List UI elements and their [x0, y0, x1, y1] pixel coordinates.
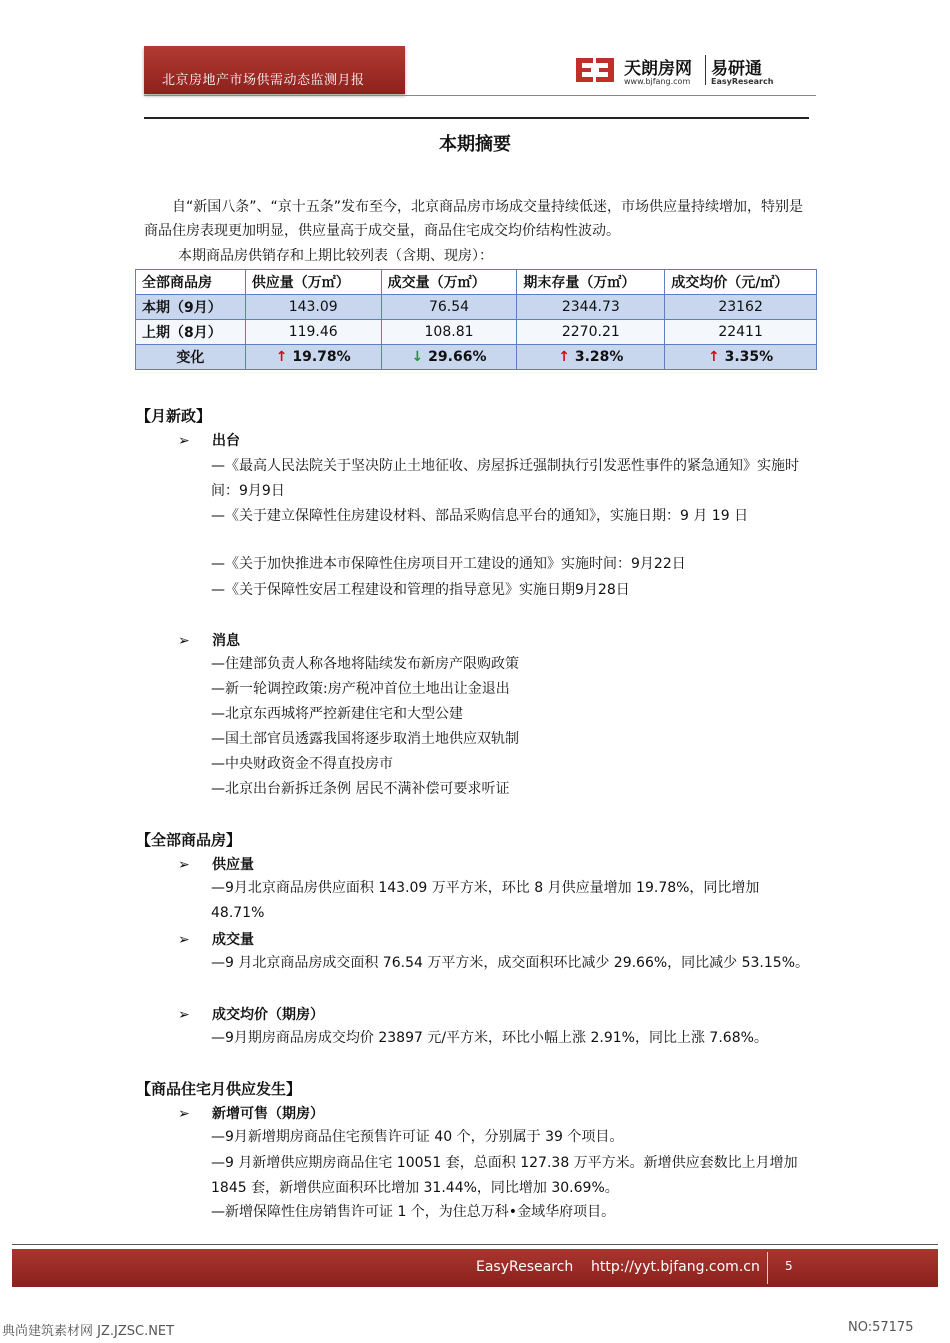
- list-item: —住建部负责人称各地将陆续发布新房产限购政策: [211, 656, 519, 672]
- subheading: [178, 630, 240, 650]
- page-title: 本期摘要: [439, 134, 511, 155]
- table-change-row: [136, 345, 817, 370]
- table-header-cell: 全部商品房: [136, 270, 246, 295]
- table-header-cell: 成交量（万㎡）: [381, 270, 517, 295]
- summary-table: [135, 269, 817, 370]
- list-item: —北京出台新拆迁条例 居民不满补偿可要求听证: [211, 781, 510, 797]
- list-item: —9月期房商品房成交均价 23897 元/平方米，环比小幅上涨 2.91%，同比上涨 7.68%。: [211, 1030, 768, 1046]
- table-header-row: [136, 270, 817, 295]
- subheading: [178, 1103, 324, 1123]
- subheading: [178, 1004, 324, 1024]
- bullet-arrow-icon: ➢: [178, 1007, 190, 1023]
- bullet-arrow-icon: ➢: [178, 857, 190, 873]
- footer-divider: [767, 1252, 768, 1284]
- watermark-left: 典尚建筑素材网 JZ.JZSC.NET: [2, 1324, 175, 1339]
- top-rule: [144, 117, 809, 119]
- page-number: 5: [785, 1259, 793, 1273]
- list-item: —9 月北京商品房成交面积 76.54 万平方米，成交面积环比减少 29.66%，同比减少 53.15%。: [211, 955, 809, 971]
- arrow-up-icon: ↑: [558, 349, 570, 365]
- watermark-right: NO:57175: [848, 1320, 914, 1335]
- list-item: —《关于加快推进本市保障性住房项目开工建设的通知》实施时间：9月22日: [211, 556, 686, 572]
- bullet-arrow-icon: ➢: [178, 932, 190, 948]
- bullet-arrow-icon: ➢: [178, 433, 190, 449]
- subheading: [178, 929, 254, 949]
- logo: [574, 53, 774, 89]
- subheading-text: 成交量: [212, 932, 254, 948]
- table-cell: 22411: [665, 320, 817, 345]
- change-cell: [665, 345, 817, 370]
- bullet-arrow-icon: ➢: [178, 1106, 190, 1122]
- arrow-up-icon: ↑: [708, 349, 720, 365]
- subheading-text: 新增可售（期房）: [212, 1106, 324, 1122]
- list-item: —《关于保障性安居工程建设和管理的指导意见》实施日期9月28日: [211, 582, 630, 598]
- bullet-arrow-icon: ➢: [178, 633, 190, 649]
- list-item: —新一轮调控政策:房产税冲首位土地出让金退出: [211, 681, 510, 697]
- subheading-text: 消息: [212, 633, 240, 649]
- arrow-down-icon: ↓: [411, 349, 424, 365]
- header-band: [144, 46, 405, 94]
- subheading: [178, 430, 240, 450]
- table-header-cell: 成交均价（元/㎡）: [665, 270, 817, 295]
- list-item: —北京东西城将严控新建住宅和大型公建: [211, 706, 463, 722]
- change-cell: [245, 345, 381, 370]
- change-cell: [381, 345, 517, 370]
- table-cell: 76.54: [381, 295, 517, 320]
- subheading-text: 供应量: [212, 857, 254, 873]
- subheading-text: 出台: [212, 433, 240, 449]
- table-row: [136, 295, 817, 320]
- table-row: [136, 320, 817, 345]
- logo-en: EasyResearch: [711, 77, 774, 86]
- table-cell: 23162: [665, 295, 817, 320]
- list-item: —新增保障性住房销售许可证 1 个，为住总万科•金域华府项目。: [211, 1204, 616, 1220]
- arrow-up-icon: ↑: [275, 349, 288, 365]
- logo-url: www.bjfang.com: [624, 77, 691, 86]
- change-value: 29.66%: [428, 349, 487, 365]
- logo-mark-icon: [574, 55, 618, 85]
- footer-text: EasyResearch http://yyt.bjfang.com.cn: [476, 1259, 760, 1275]
- table-cell: 119.46: [245, 320, 381, 345]
- report-title: 北京房地产市场供需动态监测月报: [162, 73, 365, 88]
- header-rule: [144, 95, 816, 96]
- subheading-text: 成交均价（期房）: [212, 1007, 324, 1023]
- section-title-policy: 【月新政】: [136, 407, 212, 425]
- list-item: —9 月新增供应期房商品住宅 10051 套，总面积 127.38 万平方米。新增供应套数比上月增加 1845 套，新增供应面积环比增加 31.44%，同比增加 30.69%。: [211, 1155, 798, 1196]
- change-value: 3.35%: [724, 349, 774, 365]
- footer-band: [12, 1249, 938, 1287]
- change-cell: [517, 345, 665, 370]
- change-value: 3.28%: [574, 349, 624, 365]
- section-title-residential: 【商品住宅月供应发生】: [136, 1080, 302, 1098]
- table-caption: 本期商品房供销存和上期比较列表（含期、现房）：: [178, 248, 493, 264]
- footer-rule: [12, 1244, 938, 1245]
- subheading: [178, 854, 254, 874]
- row-label: 变化: [136, 345, 246, 370]
- row-label: 上期（8月）: [136, 320, 246, 345]
- table-cell: 143.09: [245, 295, 381, 320]
- change-value: 19.78%: [292, 349, 351, 365]
- section-title-all: 【全部商品房】: [136, 831, 242, 849]
- table-cell: 2344.73: [517, 295, 665, 320]
- intro-paragraph: 自“新国八条”、“京十五条”发布至今，北京商品房市场成交量持续低迷，市场供应量持续增加，特别是商品住房表现更加明显，供应量高于成交量，商品住宅成交均价结构性波动。: [144, 199, 804, 239]
- list-item: —中央财政资金不得直投房市: [211, 756, 393, 772]
- list-item: —《最高人民法院关于坚决防止土地征收、房屋拆迁强制执行引发恶性事件的紧急通知》实施时间：9月9日: [211, 458, 799, 499]
- logo-separator: [705, 55, 706, 85]
- row-label: 本期（9月）: [136, 295, 246, 320]
- logo-cn2: 易研通: [711, 59, 762, 79]
- table-cell: 108.81: [381, 320, 517, 345]
- list-item: —9月北京商品房供应面积 143.09 万平方米，环比 8 月供应量增加 19.78%，同比增加 48.71%: [211, 880, 760, 921]
- logo-cn: 天朗房网: [624, 59, 692, 79]
- table-cell: 2270.21: [517, 320, 665, 345]
- list-item: —9月新增期房商品住宅预售许可证 40 个，分别属于 39 个项目。: [211, 1129, 624, 1145]
- table-header-cell: 供应量（万㎡）: [245, 270, 381, 295]
- list-item: —《关于建立保障性住房建设材料、部品采购信息平台的通知》，实施日期：9 月 19 日: [211, 508, 749, 524]
- list-item: —国土部官员透露我国将逐步取消土地供应双轨制: [211, 731, 519, 747]
- table-header-cell: 期末存量（万㎡）: [517, 270, 665, 295]
